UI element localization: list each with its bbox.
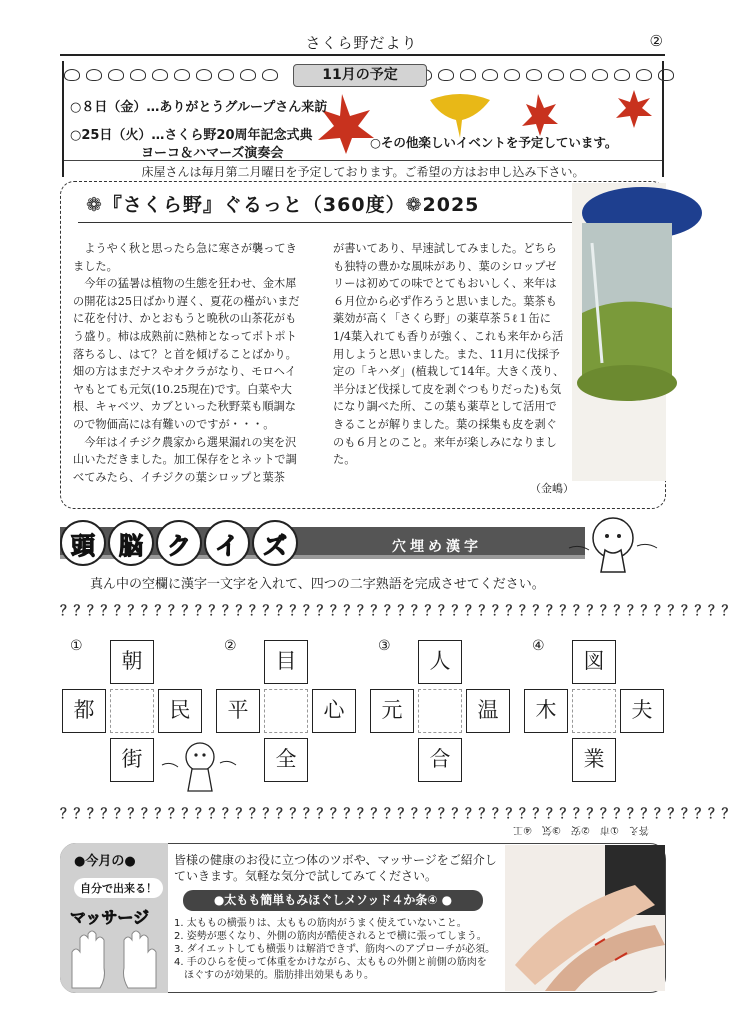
puzzle-cell-right: 民 bbox=[158, 689, 202, 733]
massage-badge: 自分で出来る！ bbox=[74, 878, 163, 898]
food-doodle-icon bbox=[570, 69, 586, 81]
barber-note: 床屋さんは毎月第二月曜日を予定しております。ご希望の方はお申し込み下さい。 bbox=[64, 160, 662, 180]
quiz-title-char: ク bbox=[156, 520, 202, 566]
puzzle-cell-bottom: 合 bbox=[418, 738, 462, 782]
food-doodle-icon bbox=[174, 69, 190, 81]
food-doodle-icon bbox=[108, 69, 124, 81]
puzzle-cell-bottom: 全 bbox=[264, 738, 308, 782]
puzzle-cell-bottom: 街 bbox=[110, 738, 154, 782]
puzzle-cell-left: 都 bbox=[62, 689, 106, 733]
schedule-item-detail: ヨーコ＆ハマーズ演奏会 bbox=[141, 146, 284, 161]
thinking-character-illustration bbox=[565, 508, 660, 578]
food-doodle-icon bbox=[614, 69, 630, 81]
essay-column-1 bbox=[73, 240, 307, 486]
schedule-item: ○その他楽しいイベントを予定しています。 bbox=[370, 135, 618, 150]
method-item: 3. ダイエットしても横張りは解消できず、筋肉へのアプローチが必須。 bbox=[174, 944, 496, 955]
food-doodle-icon bbox=[482, 69, 498, 81]
puzzle-cell-left: 元 bbox=[370, 689, 414, 733]
small-character-illustration bbox=[160, 735, 240, 797]
essay-title: ❁『さくら野』ぐるっと（360度）❁2025 bbox=[86, 194, 480, 216]
essay-column-2: が書いてあり、早速試してみました。どちらも独特の豊かな風味があり、葉のシロップゼリーは初めての味でとてもおいしく、来年は６月位から必ず作ろうと思いました。葉茶も薬効が高く「さくら野」の薬草茶５ℓ１缶に1/4葉入れても香りが強く、これも来年から活用しようと思いました。また、11月に伐採予定の「キハダ」(植栽して14年。大きく茂り、半分ほど伐採して皮を剥ぐつもりだった)も気になり調べた所、この葉も薬草として活用できることが解りました。葉の採集も皮を剥ぐのも６月とのこと。来年が楽しみになりました。 bbox=[333, 242, 565, 467]
puzzle-cell-top: 図 bbox=[572, 640, 616, 684]
massage-intro: 皆様の健康のお役に立つ体のツボや、マッサージをご紹介していきます。気軽な気分で試してみてください。 bbox=[174, 853, 497, 883]
essay-paragraph: ようやく秋と思ったら急に寒さが襲ってきました。 bbox=[73, 242, 297, 273]
puzzle-blank-cell[interactable] bbox=[110, 689, 154, 733]
essay-paragraph: 今年はイチジク農家から選果漏れの実を沢山いただきました。加工保存をとネットで調べてみたら、イチジクの葉シロップと葉茶 bbox=[73, 435, 297, 484]
food-doodle-icon bbox=[636, 69, 652, 81]
food-doodle-icon bbox=[460, 69, 476, 81]
food-doodle-icon bbox=[262, 69, 278, 81]
puzzle-cell-top: 朝 bbox=[110, 640, 154, 684]
quiz-title-char: 頭 bbox=[60, 520, 106, 566]
puzzle-number: ② bbox=[224, 638, 237, 654]
method-title: ●太もも簡単もみほぐしメソッド４か条④ ● bbox=[183, 890, 483, 911]
newsletter-title: さくら野だより bbox=[305, 34, 418, 52]
hands-icon bbox=[64, 928, 164, 990]
food-doodle-icon bbox=[438, 69, 454, 81]
page-number: ② bbox=[649, 32, 663, 50]
massage-label: ●今月の● bbox=[74, 854, 136, 869]
puzzle-cell-right: 夫 bbox=[620, 689, 664, 733]
puzzle-blank-cell[interactable] bbox=[572, 689, 616, 733]
quiz-title bbox=[60, 520, 298, 566]
quiz-instruction: 真ん中の空欄に漢字一文字を入れて、四つの二字熟語を完成させてください。 bbox=[90, 577, 545, 592]
quiz-title-char: イ bbox=[204, 520, 250, 566]
food-doodle-icon bbox=[240, 69, 256, 81]
puzzle-cell-top: 人 bbox=[418, 640, 462, 684]
method-item: ほぐすのが効果的。脂肪排出効果もあり。 bbox=[184, 970, 374, 981]
puzzle-cell-left: 木 bbox=[524, 689, 568, 733]
method-item: 4. 手のひらを使って体重をかけながら、太ももの外側と前側の筋肉を bbox=[174, 957, 487, 968]
massage-heading: マッサージ bbox=[70, 908, 150, 927]
essay-paragraph: 今年の猛暑は植物の生態を狂わせ、金木犀の開花は25日ばかり遅く、夏花の槿がいまだに花を付け、かとおもうと晩秋の山茶花がもう盛り。柿は成熟前に熟柿となってポトポト落ちるし、はて？と首を傾げることばかり。畑の方はまだナスやオクラがなり、モロヘイヤもとても元気(10.25現在)です。白菜や大根、キャベツ、カブといった秋野菜も順調なので物価高には有難いのですが・・・。 bbox=[73, 277, 300, 431]
puzzle-cell-left: 平 bbox=[216, 689, 260, 733]
puzzle-number: ④ bbox=[532, 638, 545, 654]
essay-title-rule bbox=[78, 222, 588, 223]
food-doodle-icon bbox=[152, 69, 168, 81]
food-doodle-icon bbox=[658, 69, 674, 81]
food-doodle-icon bbox=[548, 69, 564, 81]
schedule-title: 11月の予定 bbox=[293, 64, 427, 87]
puzzle-number: ③ bbox=[378, 638, 391, 654]
method-item: 2. 姿勢が悪くなり、外側の筋肉が酷使されるとで横に張ってしまう。 bbox=[174, 931, 487, 942]
puzzle-cell-bottom: 業 bbox=[572, 738, 616, 782]
quiz-subtitle: 穴埋め漢字 bbox=[392, 539, 482, 555]
method-list bbox=[174, 917, 509, 982]
food-doodle-icon bbox=[64, 69, 80, 81]
maple-leaf-icon bbox=[616, 90, 652, 128]
food-doodle-icon bbox=[592, 69, 608, 81]
question-mark-border: ？？？？？？？？？？？？？？？？？？？？？？？？？？？？？？？？？？？？？？？？？？？？？？？？？？ bbox=[60, 603, 735, 619]
question-mark-border: ？？？？？？？？？？？？？？？？？？？？？？？？？？？？？？？？？？？？？？？？？？？？？？？？？？ bbox=[60, 806, 735, 822]
header-divider bbox=[60, 54, 665, 56]
quiz-title-char: 脳 bbox=[108, 520, 154, 566]
kanji-puzzle-4 bbox=[524, 640, 665, 782]
puzzle-blank-cell[interactable] bbox=[418, 689, 462, 733]
puzzle-cell-top: 目 bbox=[264, 640, 308, 684]
food-doodle-icon bbox=[526, 69, 542, 81]
ginkgo-leaf-icon bbox=[430, 94, 490, 138]
food-doodle-icon bbox=[504, 69, 520, 81]
puzzle-cell-right: 温 bbox=[466, 689, 510, 733]
food-doodle-icon bbox=[130, 69, 146, 81]
thigh-massage-photo bbox=[505, 845, 665, 991]
food-doodle-icon bbox=[218, 69, 234, 81]
puzzle-blank-cell[interactable] bbox=[264, 689, 308, 733]
food-doodle-icon bbox=[196, 69, 212, 81]
schedule-item: ○25日（火）…さくら野20周年記念式典 bbox=[70, 128, 313, 143]
schedule-item: ○８日（金）…ありがとうグループさん来訪 bbox=[70, 100, 328, 115]
quiz-title-char: ズ bbox=[252, 520, 298, 566]
food-doodle-icon bbox=[86, 69, 102, 81]
tea-glass-photo bbox=[572, 183, 666, 481]
method-item: 1. 太ももの横張りは、太ももの筋肉がうまく使えていないこと。 bbox=[174, 918, 467, 929]
puzzle-number: ① bbox=[70, 638, 83, 654]
kanji-puzzle-3 bbox=[370, 640, 511, 782]
quiz-answers-upside-down: 答え ①市 ②安 ③気 ④工 bbox=[513, 824, 649, 835]
maple-leaf-icon bbox=[522, 94, 558, 136]
puzzle-cell-right: 心 bbox=[312, 689, 356, 733]
essay-author: （金嶋） bbox=[530, 482, 574, 495]
